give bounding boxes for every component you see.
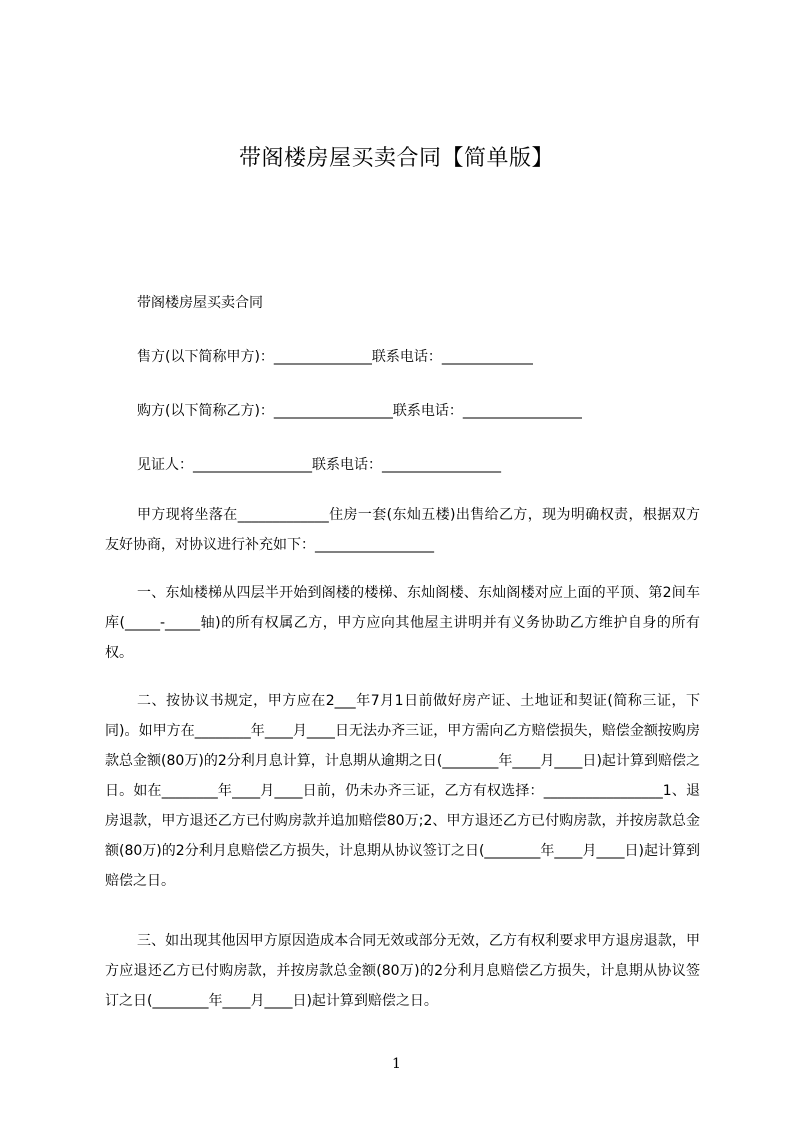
seller-line: 售方(以下简称甲方)：______________联系电话：_____________ [137, 349, 533, 365]
contract-subtitle: 带阁楼房屋买卖合同 [137, 295, 263, 311]
buyer-line: 购方(以下简称乙方)：_________________联系电话：_________________ [137, 403, 582, 419]
page-number: 1 [392, 1056, 401, 1072]
clause-1: 一、东灿楼梯从四层半开始到阁楼的楼梯、东灿阁楼、东灿阁楼对应上面的平顶、第2间车库(_____-_____轴)的所有权属乙方，甲方应向其他屋主讲明并有义务协助乙方维护自身的所有权。 [105, 585, 700, 661]
clause-2: 二、按协议书规定，甲方应在2___年7月1日前做好房产证、土地证和契证(简称三证，下同)。如甲方在________年____月____日无法办齐三证，甲方需向乙方赔偿损失，赔偿金额按购房款总金额(80万)的2分利月息计算，计息期从逾期之日(________年____月____日)起计算到赔偿之日。如在________年____月____日前，仍未办齐三证，乙方有权选择：_________________1、退房退款，甲方退还乙方已付购房款并追加赔偿80万;2、甲方退还乙方已付购房款，并按房款总金额(80万)的2分利月息赔偿乙方损失，计息期从协议签订之日(________年____月____日)起计算到赔偿之日。 [105, 693, 700, 889]
witness-line: 见证人：_________________联系电话：_________________ [137, 457, 501, 473]
document-title: 带阁楼房屋买卖合同【简单版】 [238, 146, 554, 171]
clause-3: 三、如出现其他因甲方原因造成本合同无效或部分无效，乙方有权利要求甲方退房退款，甲方应退还乙方已付购房款，并按房款总金额(80万)的2分利月息赔偿乙方损失，计息期从协议签订之日(________年____月____日)起计算到赔偿之日。 [105, 933, 700, 1009]
intro-paragraph: 甲方现将坐落在_____________住房一套(东灿五楼)出售给乙方，现为明确权责，根据双方友好协商，对协议进行补充如下：_________________ [105, 507, 700, 553]
